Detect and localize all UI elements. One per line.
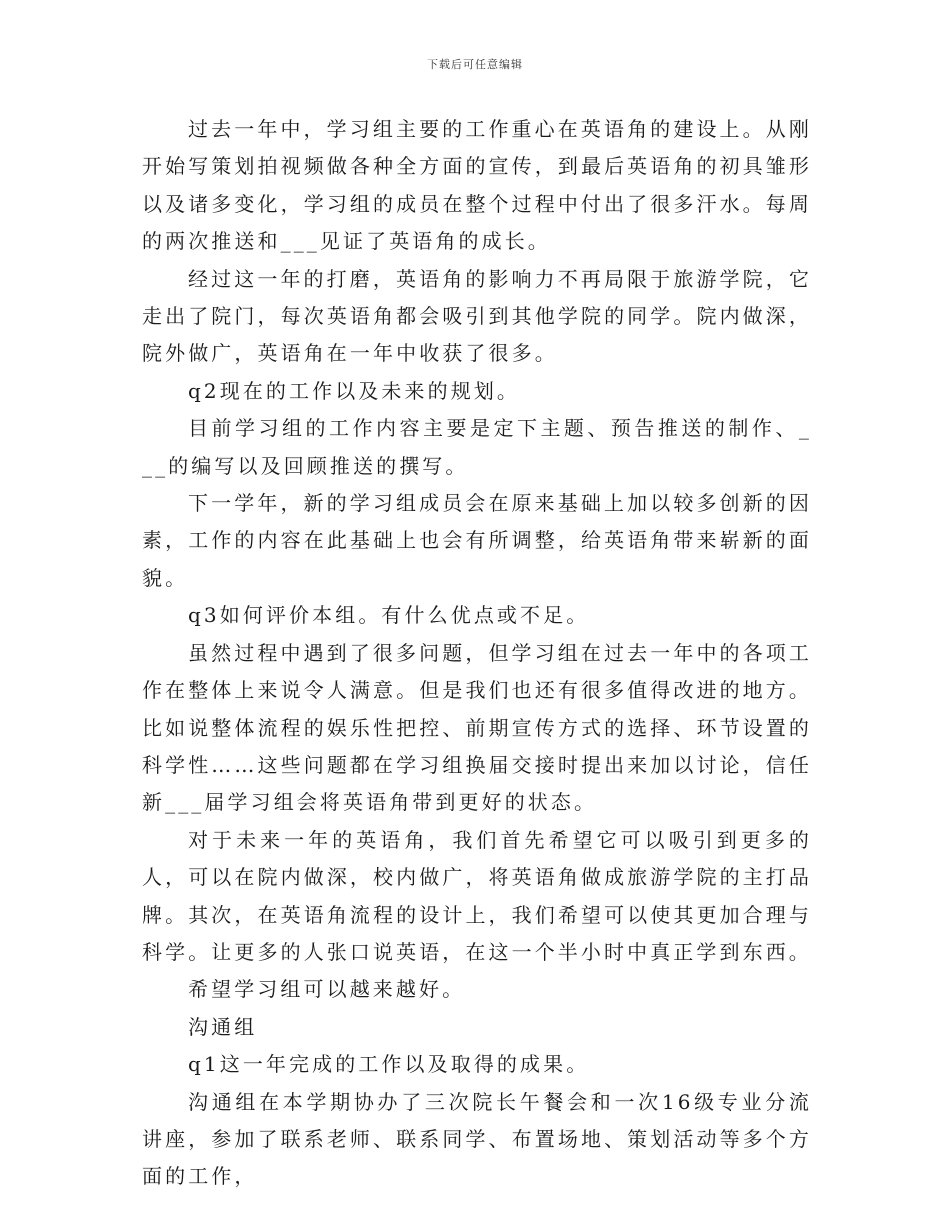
question-heading: q3如何评价本组。有什么优点或不足。 bbox=[188, 603, 590, 628]
paragraph: 沟通组在本学期协办了三次院长午餐会和一次16级专业分流讲座，参加了联系老师、联系同学、布置场地、策划活动等多个方面的工作， bbox=[142, 1089, 812, 1189]
section-heading: 沟通组 bbox=[188, 1014, 258, 1039]
paragraph: 下一学年，新的学习组成员会在原来基础上加以较多创新的因素，工作的内容在此基础上也会有所调整，给英语角带来崭新的面貌。 bbox=[142, 491, 812, 590]
question-heading: q2现在的工作以及未来的规划。 bbox=[188, 378, 521, 403]
paragraph: 经过这一年的打磨，英语角的影响力不再局限于旅游学院，它走出了院门，每次英语角都会吸引到其他学院的同学。院内做深，院外做广，英语角在一年中收获了很多。 bbox=[142, 266, 812, 366]
page-header: 下载后可任意编辑 bbox=[427, 58, 523, 71]
paragraph: 虽然过程中遇到了很多问题，但学习组在过去一年中的各项工作在整体上来说令人满意。但是我们也还有很多值得改进的地方。比如说整体流程的娱乐性把控、前期宣传方式的选择、环节设置的科学性……这些问题都在学习组换届交接时提出来加以讨论，信任新___届学习组会将英语角带到更好的状态。 bbox=[142, 640, 812, 815]
document-body bbox=[142, 111, 812, 1196]
question-heading: q1这一年完成的工作以及取得的成果。 bbox=[188, 1052, 590, 1077]
paragraph: 过去一年中，学习组主要的工作重心在英语角的建设上。从刚开始写策划拍视频做各种全方面的宣传，到最后英语角的初具雏形以及诸多变化，学习组的成员在整个过程中付出了很多汗水。每周的两次推送和___见证了英语角的成长。 bbox=[142, 117, 812, 254]
paragraph: 对于未来一年的英语角，我们首先希望它可以吸引到更多的人，可以在院内做深，校内做广，将英语角做成旅游学院的主打品牌。其次，在英语角流程的设计上，我们希望可以使其更加合理与科学。让更多的人张口说英语，在这一个半小时中真正学到东西。 bbox=[142, 827, 812, 964]
paragraph: 目前学习组的工作内容主要是定下主题、预告推送的制作、___的编写以及回顾推送的撰写。 bbox=[142, 416, 812, 478]
paragraph: 希望学习组可以越来越好。 bbox=[188, 977, 466, 1002]
